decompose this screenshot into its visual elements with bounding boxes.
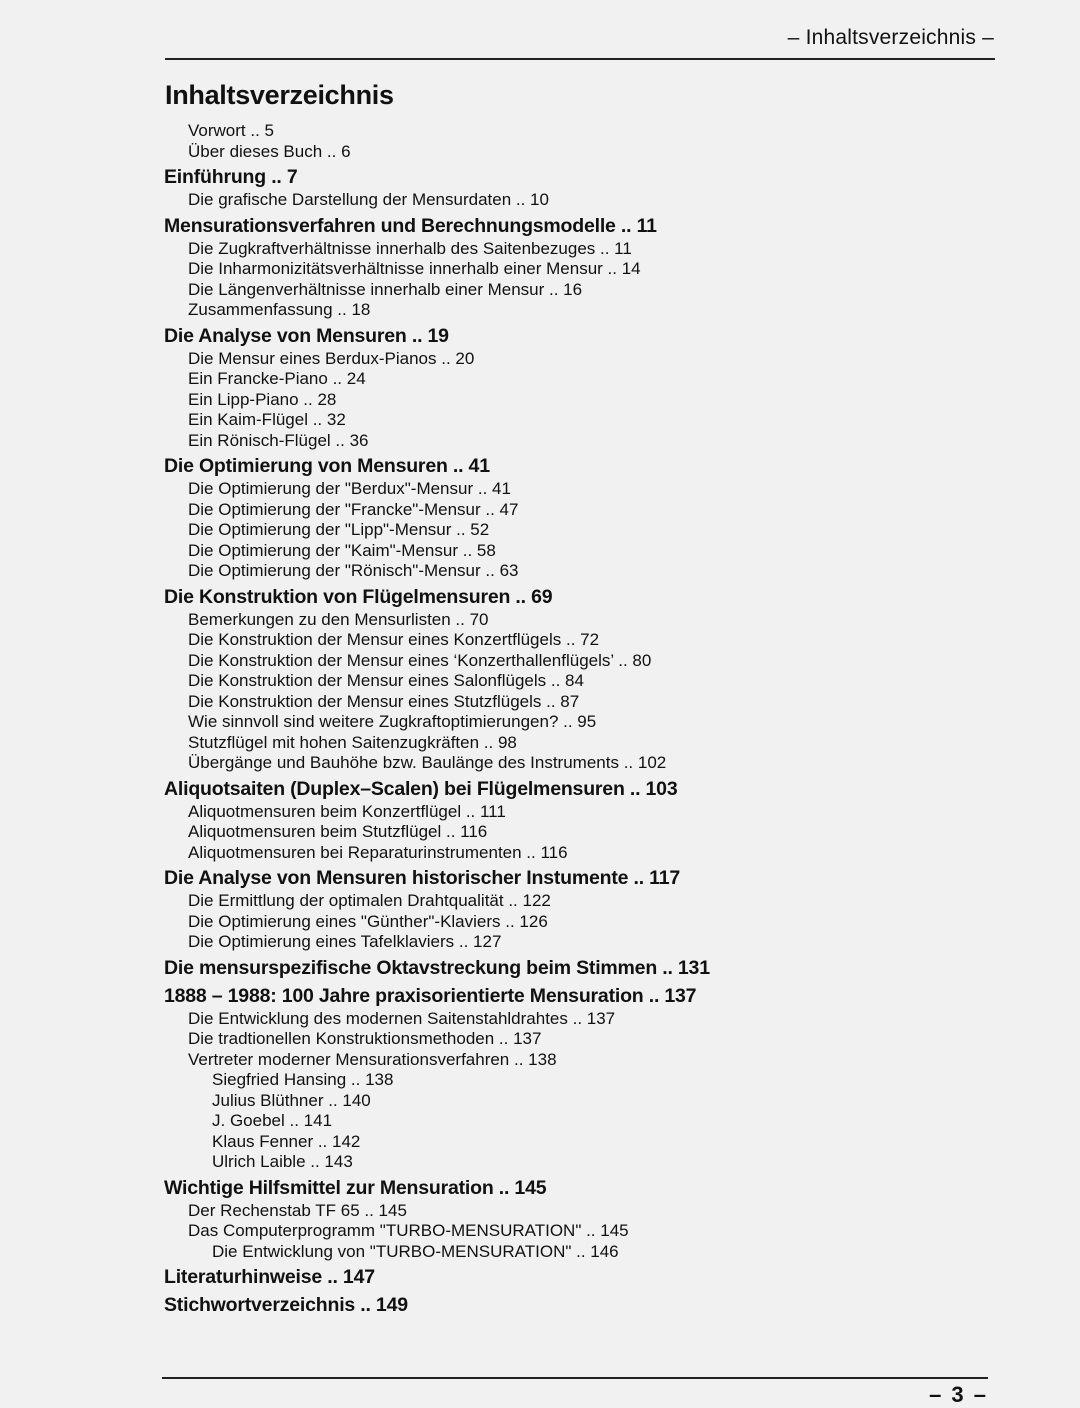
- toc-section: Die Inharmonizitätsverhältnisse innerhalb einer Mensur .. 14: [188, 259, 641, 278]
- toc-section: Die Optimierung der "Berdux"-Mensur .. 41: [188, 479, 511, 498]
- toc-section: Die Konstruktion der Mensur eines Salonflügels .. 84: [188, 671, 584, 690]
- toc-section: Die Konstruktion der Mensur eines Stutzflügels .. 87: [188, 691, 580, 711]
- toc-section: Aliquotmensuren beim Konzertflügel .. 111: [188, 801, 506, 821]
- toc-section: Die Mensur eines Berdux-Pianos .. 20: [188, 348, 475, 368]
- toc-section: Ein Lipp-Piano .. 28: [188, 389, 337, 409]
- toc-section: Die Optimierung eines "Günther"-Klaviers .. 126: [188, 911, 548, 931]
- toc-chapter: Einführung .. 7: [164, 166, 298, 188]
- toc-section: Die Zugkraftverhältnisse innerhalb des Saitenbezuges .. 11: [188, 238, 632, 258]
- toc-section: Klaus Fenner .. 142: [212, 1131, 361, 1151]
- toc-section: Die Konstruktion der Mensur eines ‘Konzerthallenflügels’ .. 80: [188, 650, 652, 670]
- toc-section: Vorwort .. 5: [188, 121, 274, 140]
- toc-chapter: Literaturhinweise .. 147: [164, 1266, 375, 1288]
- toc-section: Die Konstruktion der Mensur eines Konzertflügels .. 72: [188, 630, 600, 649]
- toc-chapter: Aliquotsaiten (Duplex–Scalen) bei Flügelmensuren .. 103: [164, 777, 678, 800]
- toc-chapter: Die Konstruktion von Flügelmensuren .. 69: [164, 585, 553, 608]
- header-rule: [165, 58, 995, 60]
- page-number: – 3 –: [929, 1382, 988, 1407]
- toc-chapter: Die Optimierung von Mensuren .. 41: [164, 455, 490, 477]
- toc-section: Vertreter moderner Mensurationsverfahren .. 138: [188, 1049, 557, 1069]
- toc-section: Die Optimierung der "Lipp"-Mensur .. 52: [188, 520, 490, 539]
- toc-section: Die Entwicklung von "TURBO-MENSURATION" .. 146: [212, 1241, 619, 1261]
- toc-section: Wie sinnvoll sind weitere Zugkraftoptimierungen? .. 95: [188, 712, 597, 731]
- toc-section: Die Optimierung der "Rönisch"-Mensur .. 63: [188, 561, 519, 580]
- toc-section: Die grafische Darstellung der Mensurdaten .. 10: [188, 190, 549, 209]
- toc-section: Ein Rönisch-Flügel .. 36: [188, 430, 369, 450]
- toc-section: Ein Kaim-Flügel .. 32: [188, 410, 346, 429]
- toc-section: Die Längenverhältnisse innerhalb einer Mensur .. 16: [188, 279, 583, 299]
- toc-section: Übergänge und Bauhöhe bzw. Baulänge des Instruments .. 102: [188, 753, 667, 772]
- toc-section: Stutzflügel mit hohen Saitenzugkräften .. 98: [188, 732, 517, 752]
- toc-section: Die Entwicklung des modernen Saitenstahldrahtes .. 137: [188, 1008, 616, 1028]
- toc-section: J. Goebel .. 141: [212, 1111, 333, 1130]
- toc-section: Die Optimierung eines Tafelklaviers .. 127: [188, 932, 502, 951]
- toc-chapter: 1888 – 1988: 100 Jahre praxisorientierte Mensuration .. 137: [164, 984, 697, 1007]
- toc-section: Aliquotmensuren bei Reparaturinstrumenten .. 116: [188, 842, 568, 862]
- page-title: Inhaltsverzeichnis: [165, 80, 394, 110]
- toc-chapter: Die Analyse von Mensuren .. 19: [164, 324, 449, 347]
- footer-rule: [162, 1377, 988, 1379]
- toc-chapter: Stichwortverzeichnis .. 149: [164, 1294, 408, 1316]
- toc-section: Ulrich Laible .. 143: [212, 1152, 353, 1171]
- toc-chapter: Wichtige Hilfsmittel zur Mensuration .. 145: [164, 1176, 547, 1199]
- toc-section: Die Ermittlung der optimalen Drahtqualität .. 122: [188, 891, 551, 910]
- toc-section: Die tradtionellen Konstruktionsmethoden .. 137: [188, 1029, 542, 1048]
- toc-section: Siegfried Hansing .. 138: [212, 1070, 394, 1089]
- toc-section: Bemerkungen zu den Mensurlisten .. 70: [188, 609, 489, 629]
- toc-section: Julius Blüthner .. 140: [212, 1090, 371, 1110]
- toc-section: Über dieses Buch .. 6: [188, 141, 351, 161]
- toc-chapter: Mensurationsverfahren und Berechnungsmodelle .. 11: [164, 214, 657, 237]
- toc-chapter: Die Analyse von Mensuren historischer Instumente .. 117: [164, 867, 681, 889]
- toc-section: Das Computerprogramm "TURBO-MENSURATION" .. 145: [188, 1221, 629, 1240]
- running-header: – Inhaltsverzeichnis –: [787, 26, 994, 49]
- toc-section: Aliquotmensuren beim Stutzflügel .. 116: [188, 822, 488, 841]
- toc-chapter: Die mensurspezifische Oktavstreckung beim Stimmen .. 131: [164, 956, 710, 979]
- toc-section: Die Optimierung der "Kaim"-Mensur .. 58: [188, 540, 496, 560]
- toc-section: Ein Francke-Piano .. 24: [188, 369, 366, 388]
- toc-section: Zusammenfassung .. 18: [188, 300, 371, 319]
- toc-section: Die Optimierung der "Francke"-Mensur .. 47: [188, 499, 519, 519]
- toc-section: Der Rechenstab TF 65 .. 145: [188, 1200, 407, 1220]
- table-of-contents: [164, 121, 924, 1318]
